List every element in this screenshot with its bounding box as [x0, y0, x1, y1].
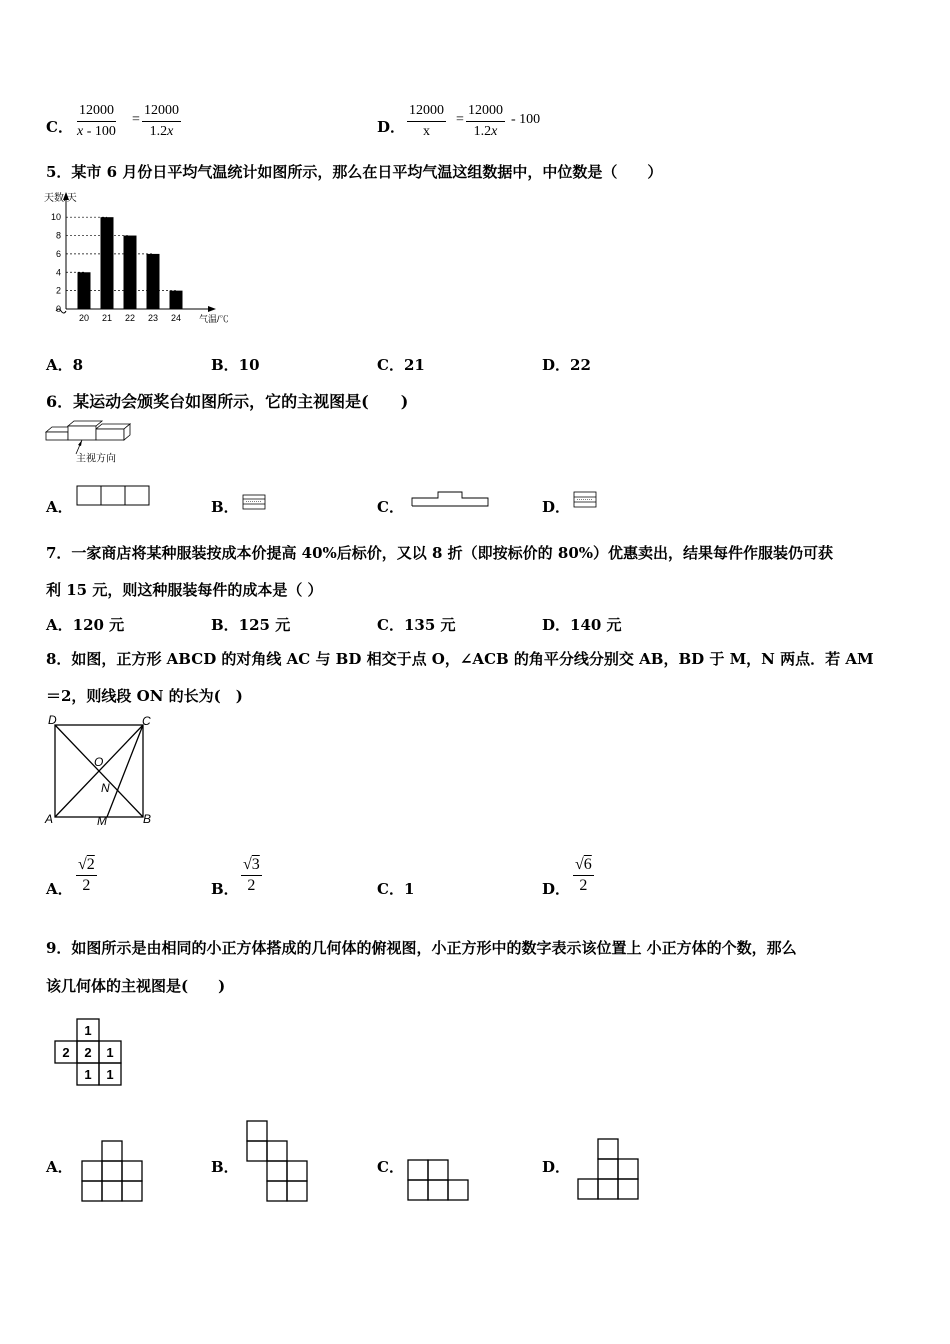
q4-d-tail: - 100 [511, 112, 541, 127]
q8-option-c[interactable]: C．1 [377, 880, 415, 898]
q9-question-line1: 9．如图所示是由相同的小正方体搭成的几何体的俯视图，小正方形中的数字表示该位置上 小正方体的个数，那么 [46, 939, 797, 957]
svg-text:C: C [142, 714, 151, 728]
q4-c-right-fraction: $\frac{12000}{1.2x}$ [144, 103, 179, 139]
q4-option-c-label: C． [46, 118, 73, 136]
q8-option-d-value[interactable]: $\frac{√6}{2}$ [575, 856, 592, 894]
q5-xtick-20: 20 [78, 313, 90, 323]
q5-bar-chart [44, 188, 244, 328]
q5-bar-24 [170, 291, 183, 309]
q8-option-b-value[interactable]: $\frac{√3}{2}$ [243, 856, 260, 894]
q5-bar-22 [124, 236, 137, 309]
q5-ytick-4: 4 [55, 267, 61, 278]
q7-option-b[interactable]: B．125 元 [211, 616, 291, 634]
q7-question-line1: 7．一家商店将某种服装按成本价提高 40%后标价，又以 8 折（即按标价的 80%）优惠卖出，结果每件作服装仍可获 [46, 544, 834, 562]
svg-text:A: A [45, 812, 54, 826]
q8-option-a-value[interactable]: $\frac{√2}{2}$ [78, 856, 95, 894]
q8-question-line2: ＝2，则线段 ON 的长为( ) [46, 687, 243, 705]
q5-bar-20 [78, 272, 91, 309]
q5-option-c[interactable]: C．21 [377, 356, 425, 374]
svg-text:2: 2 [62, 1045, 70, 1060]
q4-c-equals: = [132, 112, 140, 127]
q6-caption: 主视方向 [76, 453, 116, 465]
q5-ytick-2: 2 [55, 285, 61, 296]
q5-option-a[interactable]: A．8 [46, 356, 84, 374]
q5-xtick-23: 23 [147, 313, 159, 323]
svg-text:N: N [101, 781, 110, 795]
q5-ytick-6: 6 [55, 248, 61, 259]
q7-option-a[interactable]: A．120 元 [46, 616, 125, 634]
q6-option-a-figure[interactable] [76, 485, 152, 509]
q4-option-d-label: D． [377, 118, 406, 136]
svg-text:1: 1 [84, 1023, 92, 1038]
q6-option-d-figure[interactable] [573, 491, 599, 511]
q5-question-text: 5．某市 6 月份日平均气温统计如图所示，那么在日平均气温这组数据中，中位数是（ ） [46, 163, 663, 181]
q6-option-b-figure[interactable] [242, 494, 268, 512]
svg-text:1: 1 [106, 1067, 114, 1082]
q8-question-line1: 8．如图，正方形 ABCD 的对角线 AC 与 BD 相交于点 O，∠ACB 的角平分线分别交 AB，BD 于 M，N 两点．若 AM [46, 650, 874, 668]
q6-option-b[interactable]: B． [211, 498, 239, 516]
q5-bar-21 [101, 217, 114, 309]
q5-bar-23 [147, 254, 160, 309]
q5-ytick-8: 8 [55, 230, 61, 241]
q5-option-d[interactable]: D．22 [542, 356, 591, 374]
svg-text:2: 2 [84, 1045, 92, 1060]
q9-option-d[interactable]: D． [542, 1158, 571, 1176]
svg-text:M: M [97, 814, 107, 828]
q9-option-d-figure[interactable] [576, 1137, 644, 1203]
q4-d-left-fraction: $\frac{12000}{x}$ [409, 103, 444, 139]
q6-podium-figure [44, 418, 136, 466]
q6-question-text: 6．某运动会颁奖台如图所示，它的主视图是( ) [46, 392, 409, 411]
svg-text:D: D [48, 713, 57, 727]
q5-x-label: 气温/℃ [199, 314, 229, 324]
q8-option-d-label[interactable]: D． [542, 880, 571, 898]
q9-option-a[interactable]: A． [46, 1158, 73, 1176]
q7-option-d[interactable]: D．140 元 [542, 616, 622, 634]
q8-option-b-label[interactable]: B． [211, 880, 239, 898]
svg-text:O: O [94, 755, 104, 769]
q9-option-b[interactable]: B． [211, 1158, 239, 1176]
q9-option-c-figure[interactable] [406, 1158, 474, 1204]
q9-option-c[interactable]: C． [377, 1158, 404, 1176]
q4-d-right-fraction: $\frac{12000}{1.2x}$ [468, 103, 503, 139]
q5-xtick-21: 21 [101, 313, 113, 323]
q4-d-equals: = [456, 112, 464, 127]
q9-option-b-figure[interactable] [244, 1118, 312, 1204]
q9-option-a-figure[interactable] [80, 1138, 146, 1204]
q6-option-c-figure[interactable] [410, 489, 492, 509]
q5-y-label: 天数/天 [44, 193, 77, 204]
q5-xtick-24: 24 [170, 313, 182, 323]
q9-question-line2: 该几何体的主视图是( ) [46, 977, 226, 995]
svg-text:B: B [143, 812, 152, 826]
svg-text:1: 1 [106, 1045, 114, 1060]
q4-c-left-fraction: $\frac{12000}{x - 100}$ [77, 103, 116, 139]
q7-option-c[interactable]: C．135 元 [377, 616, 456, 634]
q8-square-figure [44, 712, 156, 828]
q5-x-axis-arrow [208, 306, 216, 312]
q6-option-c[interactable]: C． [377, 498, 404, 516]
q7-question-line2: 利 15 元，则这种服装每件的成本是（ ） [46, 581, 323, 599]
q9-top-view-grid [50, 1016, 126, 1088]
svg-text:1: 1 [84, 1067, 92, 1082]
q6-option-a[interactable]: A． [46, 498, 73, 516]
q5-ytick-0: 0 [55, 304, 61, 314]
q6-option-d[interactable]: D． [542, 498, 571, 516]
q5-ytick-10: 10 [50, 212, 61, 223]
q8-option-a-label[interactable]: A． [46, 880, 73, 898]
q5-xtick-22: 22 [124, 313, 136, 323]
q5-option-b[interactable]: B．10 [211, 356, 260, 374]
